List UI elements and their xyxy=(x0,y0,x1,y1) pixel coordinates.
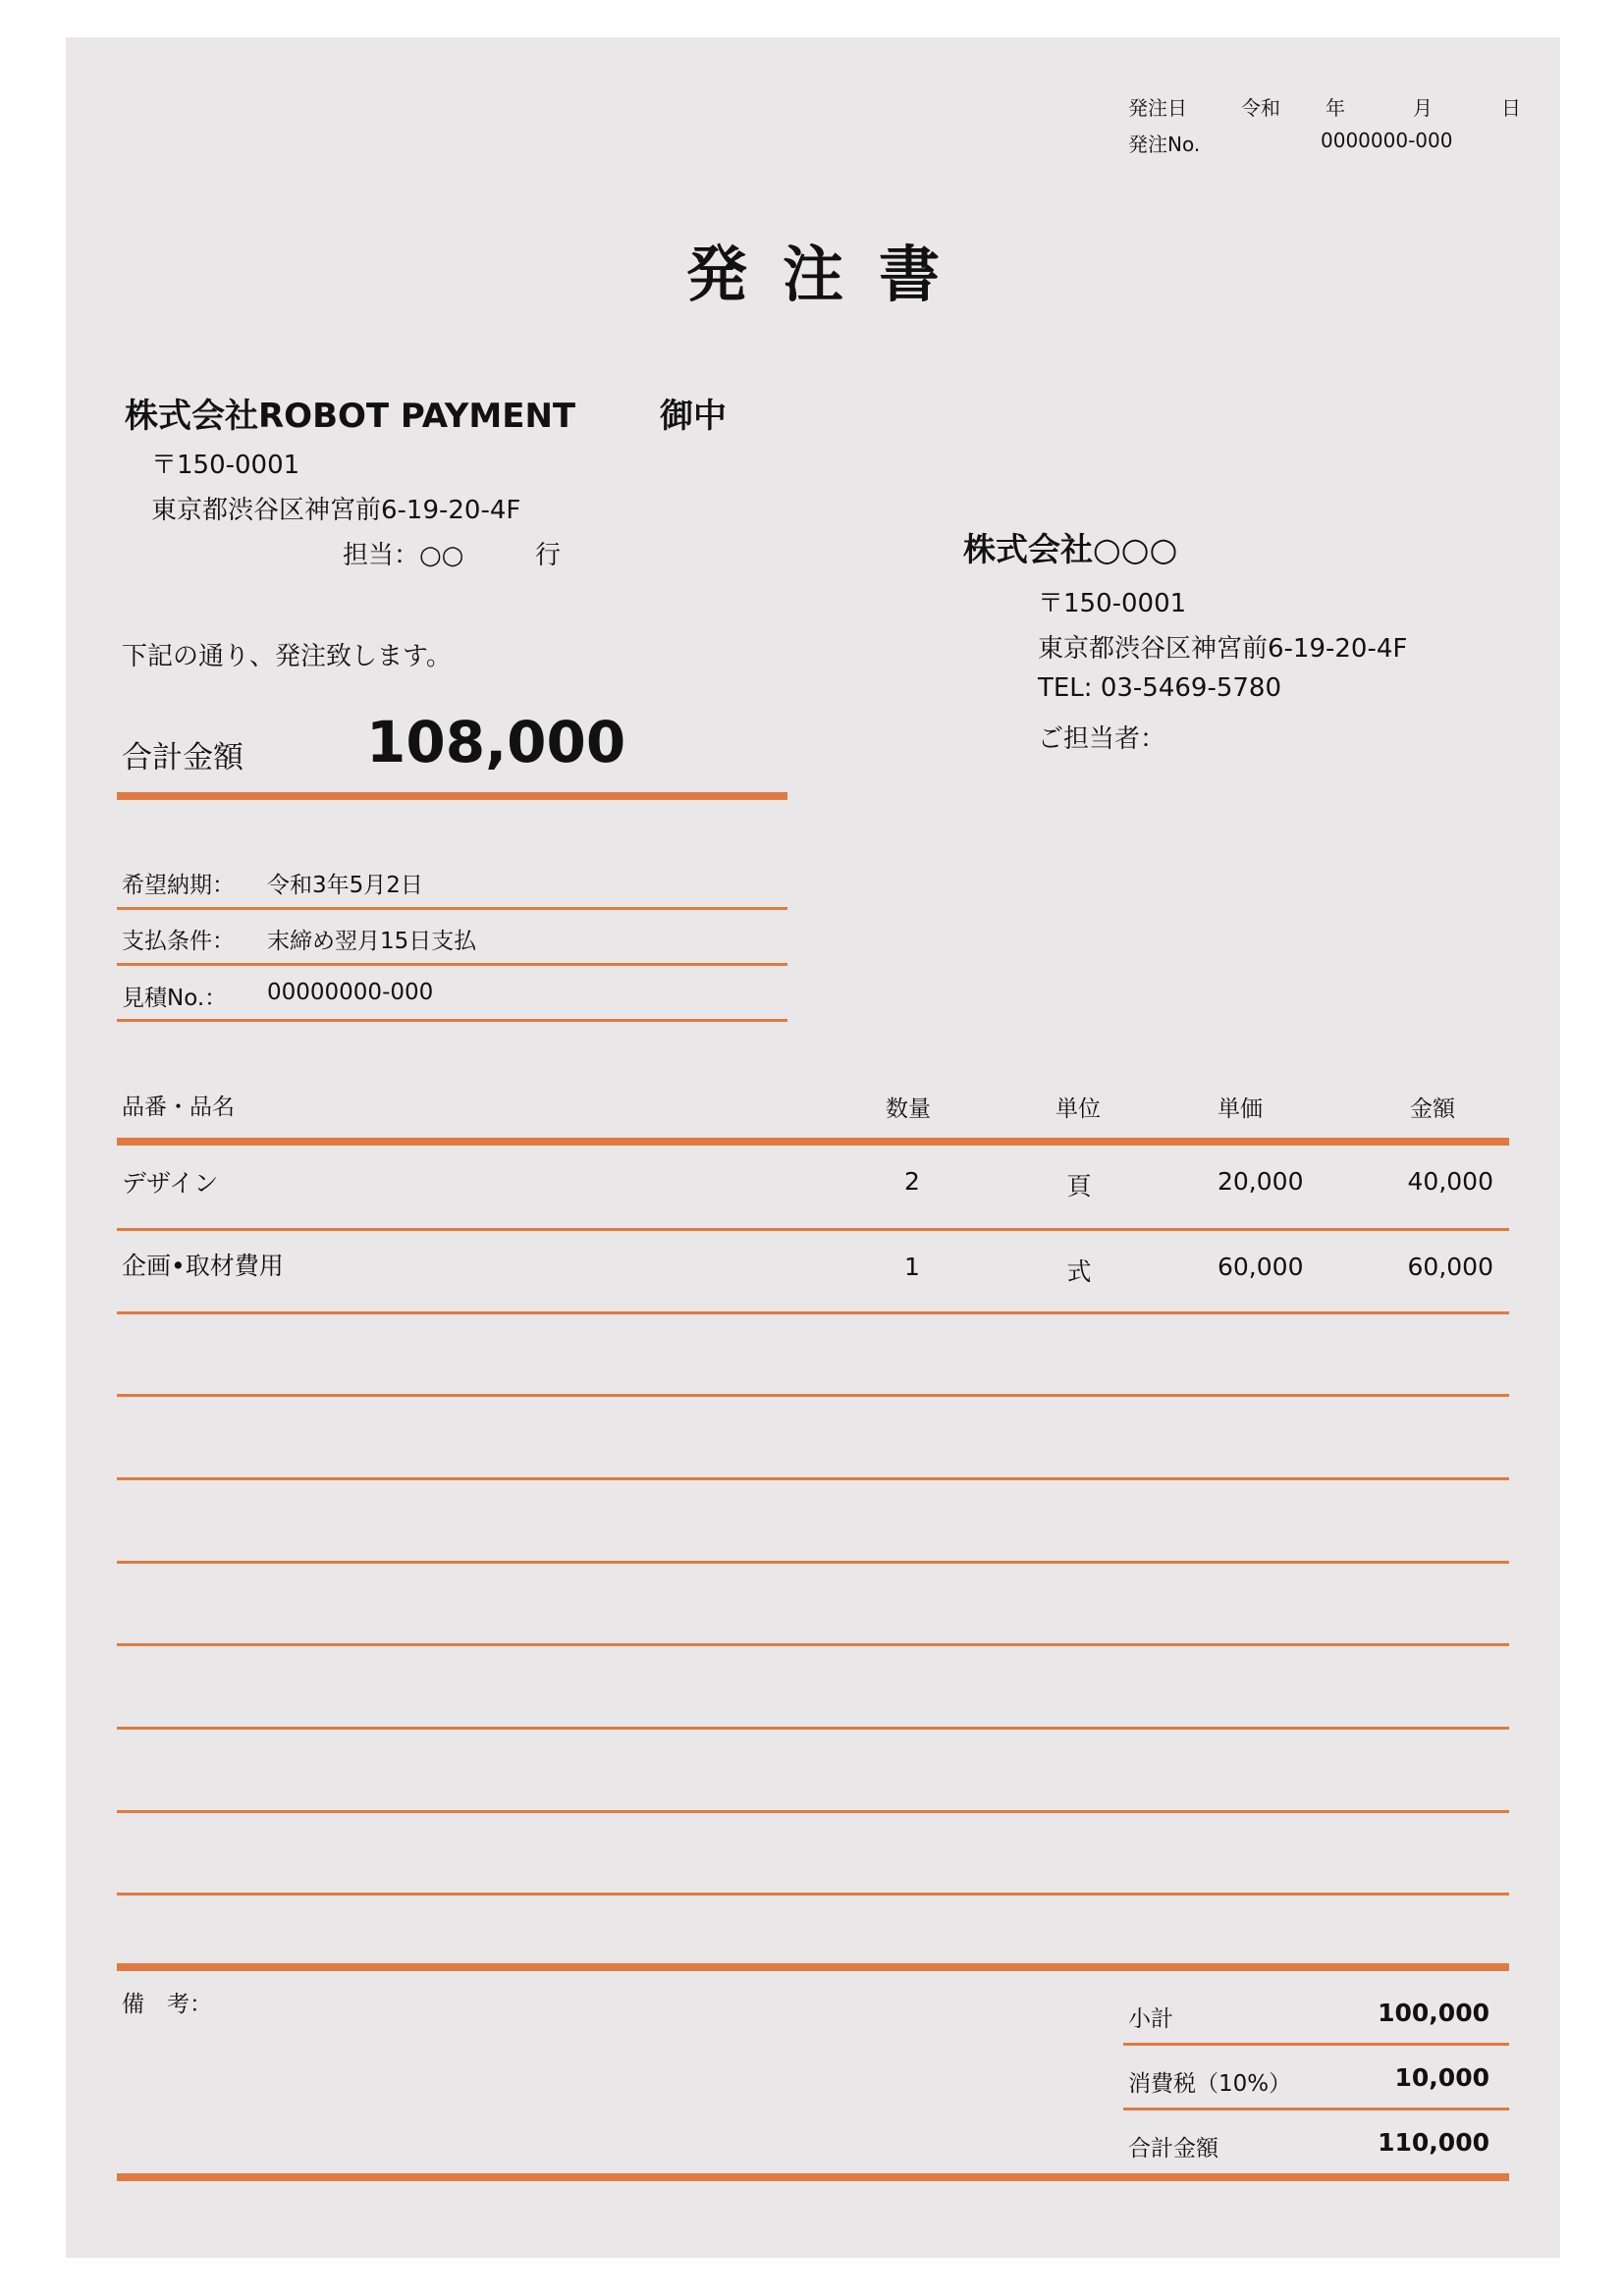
subtotal-value: 100,000 xyxy=(1378,1999,1489,2027)
intro-text: 下記の通り、発注致します。 xyxy=(122,642,452,671)
row-unit: 式 xyxy=(1066,1257,1092,1286)
total-label: 合計金額 xyxy=(122,740,244,775)
tax-value: 10,000 xyxy=(1394,2063,1489,2092)
tax-label: 消費税（10%） xyxy=(1128,2071,1292,2097)
order-date-label: 発注日 xyxy=(1128,96,1187,120)
delivery-value: 令和3年5月2日 xyxy=(267,873,423,898)
recipient-honorific: 御中 xyxy=(660,397,727,436)
sender-postal: 〒150-0001 xyxy=(1038,589,1187,618)
total-underline xyxy=(117,792,787,800)
condition-divider xyxy=(117,1019,787,1022)
col-header-amount: 金額 xyxy=(1410,1096,1455,1122)
sender-address: 東京都渋谷区神宮前6-19-20-4F xyxy=(1038,634,1408,664)
recipient-contact-suffix: 行 xyxy=(535,541,562,570)
sender-contact: ご担当者： xyxy=(1038,724,1166,754)
row-name: デザイン xyxy=(122,1169,219,1198)
table-row-divider xyxy=(117,1727,1509,1730)
recipient-address: 東京都渋谷区神宮前6-19-20-4F xyxy=(151,496,521,525)
row-qty: 2 xyxy=(904,1167,920,1196)
row-amount: 60,000 xyxy=(1407,1253,1493,1281)
estimate-no-value: 00000000-000 xyxy=(267,980,434,1005)
col-header-unit: 単位 xyxy=(1056,1096,1101,1122)
order-no-value: 0000000-000 xyxy=(1321,129,1453,152)
document-title: 発注書 xyxy=(685,239,975,310)
subtotal-label: 小計 xyxy=(1128,2006,1173,2032)
estimate-no-label: 見積No.： xyxy=(122,986,228,1011)
order-no-label: 発注No. xyxy=(1128,133,1201,156)
grand-total-value: 110,000 xyxy=(1378,2128,1489,2157)
table-row-divider xyxy=(117,1893,1509,1896)
row-unit: 頁 xyxy=(1066,1172,1092,1201)
sender-company: 株式会社○○○ xyxy=(963,530,1178,568)
table-row-divider xyxy=(117,1810,1509,1813)
table-row-divider xyxy=(117,1643,1509,1646)
row-amount: 40,000 xyxy=(1407,1167,1493,1196)
grand-total-label: 合計金額 xyxy=(1128,2136,1218,2162)
purchase-order-page xyxy=(66,37,1560,2258)
col-header-price: 単価 xyxy=(1218,1096,1263,1122)
condition-divider xyxy=(117,907,787,910)
era-label: 令和 xyxy=(1241,96,1280,120)
row-qty: 1 xyxy=(904,1253,920,1281)
sender-tel: TEL: 03-5469-5780 xyxy=(1038,673,1282,703)
year-label: 年 xyxy=(1326,96,1345,120)
table-header-rule xyxy=(117,1138,1509,1146)
table-row xyxy=(117,1231,1509,1313)
table-row-divider xyxy=(117,1311,1509,1314)
table-row-divider xyxy=(117,1477,1509,1480)
month-label: 月 xyxy=(1413,96,1433,120)
table-bottom-rule xyxy=(117,1963,1509,1971)
table-row-divider xyxy=(117,1394,1509,1397)
recipient-contact: 担当：○○ xyxy=(343,541,464,570)
table-row-divider xyxy=(117,1561,1509,1564)
summary-bottom-rule xyxy=(117,2173,1509,2181)
total-value: 108,000 xyxy=(366,709,626,775)
row-price: 20,000 xyxy=(1218,1167,1304,1196)
payment-terms-value: 末締め翌月15日支払 xyxy=(267,929,477,954)
delivery-label: 希望納期： xyxy=(122,873,235,898)
col-header-qty: 数量 xyxy=(886,1096,931,1122)
recipient-company: 株式会社ROBOT PAYMENT xyxy=(125,397,576,436)
row-name: 企画•取材費用 xyxy=(122,1252,284,1280)
day-label: 日 xyxy=(1501,96,1521,120)
table-row xyxy=(117,1146,1509,1228)
remarks-label: 備 考： xyxy=(122,1992,212,2017)
row-price: 60,000 xyxy=(1218,1253,1304,1281)
summary-divider xyxy=(1123,2043,1509,2046)
condition-divider xyxy=(117,963,787,966)
col-header-name: 品番・品名 xyxy=(122,1095,235,1120)
recipient-postal: 〒150-0001 xyxy=(151,451,300,480)
payment-terms-label: 支払条件： xyxy=(122,929,235,954)
summary-divider xyxy=(1123,2108,1509,2110)
